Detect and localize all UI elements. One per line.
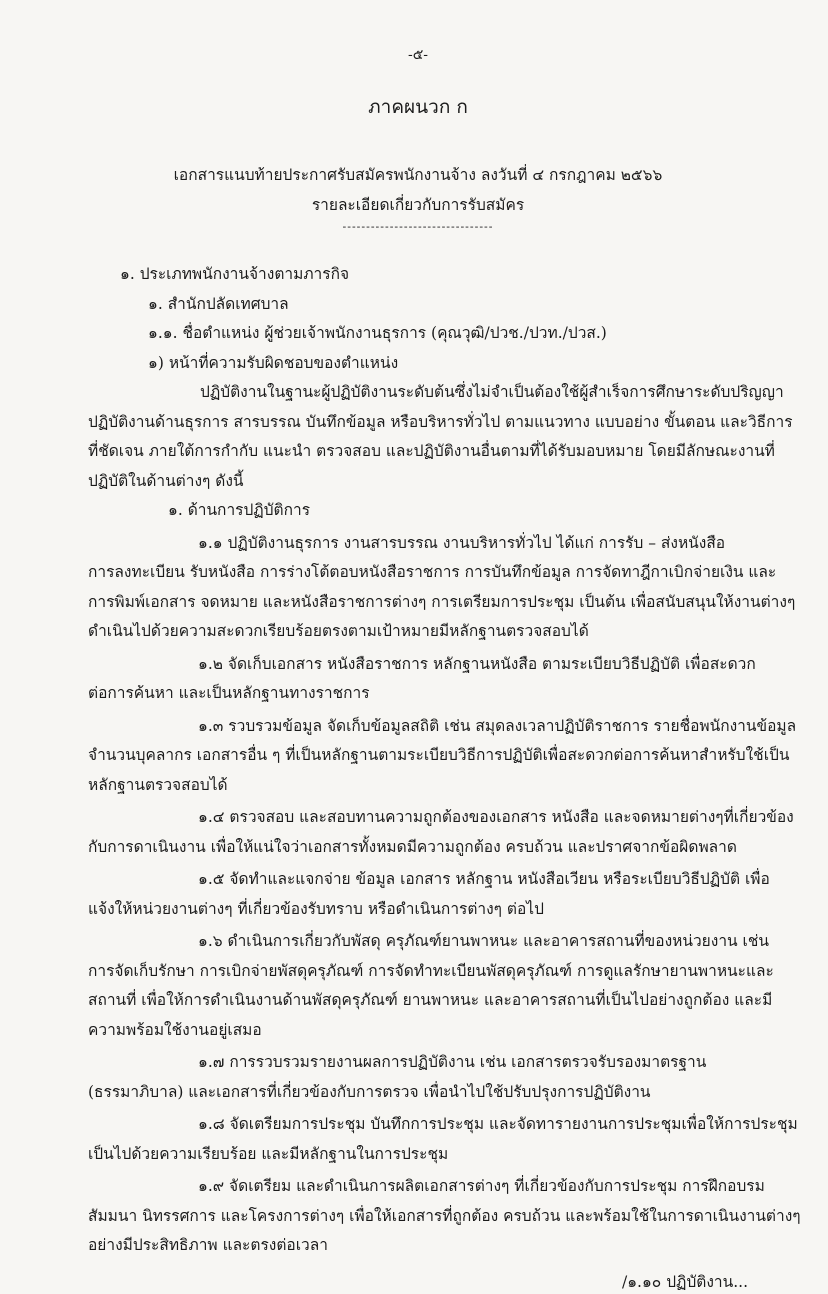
item-line: กับการดาเนินงาน เพื่อให้แน่ใจว่าเอกสารทั้งหมดมีความถูกต้อง ครบถ้วน และปราศจากข้อผิดพลาด <box>88 837 737 856</box>
document-title: ภาคผนวก ก <box>368 96 468 118</box>
item-line: สัมมนา นิทรรศการ และโครงการต่างๆ เพื่อให้เอกสารที่ถูกต้อง ครบถ้วน และพร้อมใช้ในการดาเนินงานต่างๆ <box>88 1206 801 1225</box>
duty-item <box>88 1110 798 1169</box>
duty-item <box>88 1172 801 1261</box>
intro-line: ปฏิบัติในด้านต่างๆ ดังนี้ <box>88 471 244 490</box>
item-line: หลักฐานตรวจสอบได้ <box>88 775 228 794</box>
intro-line: ปฏิบัติงานในฐานะผู้ปฏิบัติงานระดับต้นซึ่งไม่จำเป็นต้องใช้ผู้สำเร็จการศึกษาระดับปริญญา <box>200 383 784 401</box>
intro-line: ปฏิบัติงานด้านธุรการ สารบรรณ บันทึกข้อมูล หรือบริหารทั่วไป ตามแนวทาง แบบอย่าง ขั้นตอน และวิธีการ <box>88 412 793 431</box>
item-line: ๑.๒ จัดเก็บเอกสาร หนังสือราชการ หลักฐานหนังสือ ตามระเบียบวิธีปฏิบัติ เพื่อสะดวก <box>198 654 756 673</box>
duty-item <box>88 803 794 862</box>
item-line: ๑.๗ การรวบรวมรายงานผลการปฏิบัติงาน เช่น เอกสารตรวจรับรองมาตรฐาน <box>198 1053 707 1071</box>
item-line: การพิมพ์เอกสาร จดหมาย และหนังสือราชการต่างๆ การเตรียมการประชุม เป็นต้น เพื่อสนับสนุนให้งานต่างๆ <box>88 592 796 611</box>
subtitle-line-1: เอกสารแนบท้ายประกาศรับสมัครพนักงานจ้าง ลงวันที่ ๔ กรกฎาคม ๒๕๖๖ <box>173 166 663 184</box>
item-line: อย่างมีประสิทธิภาพ และตรงต่อเวลา <box>88 1236 328 1254</box>
duty-heading: ๑) หน้าที่ความรับผิดชอบของตำแหน่ง <box>148 353 399 372</box>
item-line: ๑.๕ จัดทำและแจกจ่าย ข้อมูล เอกสาร หลักฐาน หนังสือเวียน หรือระเบียบวิธีปฏิบัติ เพื่อ <box>198 870 770 888</box>
item-line: สถานที่ เพื่อให้การดำเนินงานด้านพัสดุครุภัณฑ์ ยานพาหนะ และอาคารสถานที่เป็นไปอย่างถูกต้อง และมี <box>88 991 773 1009</box>
item-line: เป็นไปด้วยความเรียบร้อย และมีหลักฐานในการประชุม <box>88 1144 449 1163</box>
duty-item <box>88 712 797 801</box>
item-line: ๑.๘ จัดเตรียมการประชุม บันทึกการประชุม และจัดทารายงานการประชุมเพื่อให้การประชุม <box>198 1115 798 1133</box>
duty-item <box>88 650 756 709</box>
item-line: ๑.๙ จัดเตรียม และดำเนินการผลิตเอกสารต่างๆ ที่เกี่ยวข้องกับการประชุม การฝึกอบรม <box>198 1177 765 1195</box>
item-line: จำนวนบุคลากร เอกสารอื่น ๆ ที่เป็นหลักฐานตามระเบียบวิธีการปฏิบัติเพื่อสะดวกต่อการค้นหาสำหรับใช้เป็น <box>88 746 790 764</box>
subtitle-line-2: รายละเอียดเกี่ยวกับการรับสมัคร <box>311 196 525 214</box>
document-subtitle <box>88 160 748 220</box>
item-line: ๑.๖ ดำเนินการเกี่ยวกับพัสดุ ครุภัณฑ์ยานพาหนะ และอาคารสถานที่ของหน่วยงาน เช่น <box>198 932 769 950</box>
intro-line: ที่ชัดเจน ภายใต้การกำกับ แนะนำ ตรวจสอบ และปฏิบัติงานอื่นตามที่ได้รับมอบหมาย โดยมีลักษณะงานที่ <box>88 442 775 460</box>
item-line: ความพร้อมใช้งานอยู่เสมอ <box>88 1020 262 1039</box>
duty-item <box>88 927 774 1045</box>
continuation-footer: /๑.๑๐ ปฏิบัติงาน... <box>621 1272 748 1291</box>
duty-item <box>88 865 770 924</box>
duty-item <box>88 529 796 647</box>
duty-item <box>88 1048 748 1107</box>
office-heading: ๑. สำนักปลัดเทศบาล <box>148 294 289 313</box>
sub-heading: ๑. ด้านการปฏิบัติการ <box>168 501 311 519</box>
item-line: แจ้งให้หน่วยงานต่างๆ ที่เกี่ยวข้องรับทราบ หรือดำเนินการต่างๆ ต่อไป <box>88 899 544 918</box>
item-line: การลงทะเบียน รับหนังสือ การร่างโต้ตอบหนังสือราชการ การบันทึกข้อมูล การจัดทาฎีกาเบิกจ่ายเงิน และ <box>88 563 777 581</box>
item-line: ๑.๓ รวบรวมข้อมูล จัดเก็บข้อมูลสถิติ เช่น สมุดลงเวลาปฏิบัติราชการ รายชื่อพนักงานข้อมูล <box>198 716 797 735</box>
page-number: -๕- <box>407 47 429 63</box>
item-line: ๑.๑ ปฏิบัติงานธุรการ งานสารบรรณ งานบริหารทั่วไป ได้แก่ การรับ – ส่งหนังสือ <box>198 533 726 552</box>
section-heading: ๑. ประเภทพนักงานจ้างตามภารกิจ <box>120 265 350 283</box>
item-line: ดำเนินไปด้วยความสะดวกเรียบร้อยตรงตามเป้าหมายมีหลักฐานตรวจสอบได้ <box>88 622 589 640</box>
item-line: ๑.๔ ตรวจสอบ และสอบทานความถูกต้องของเอกสาร หนังสือ และจดหมายต่างๆที่เกี่ยวข้อง <box>198 808 794 826</box>
position-title: ๑.๑. ชื่อตำแหน่ง ผู้ช่วยเจ้าพนักงานธุรการ (คุณวุฒิ/ปวช./ปวท./ปวส.) <box>148 324 607 342</box>
divider: -------------------------------- <box>342 220 494 233</box>
intro-paragraph <box>88 378 793 496</box>
item-line: การจัดเก็บรักษา การเบิกจ่ายพัสดุครุภัณฑ์ การจัดทำทะเบียนพัสดุครุภัณฑ์ การดูแลรักษายานพาหนะและ <box>88 961 774 980</box>
item-line: (ธรรมาภิบาล) และเอกสารที่เกี่ยวข้องกับการตรวจ เพื่อนำไปใช้ปรับปรุงการปฏิบัติงาน <box>88 1082 651 1101</box>
item-line: ต่อการค้นหา และเป็นหลักฐานทางราชการ <box>88 684 370 702</box>
